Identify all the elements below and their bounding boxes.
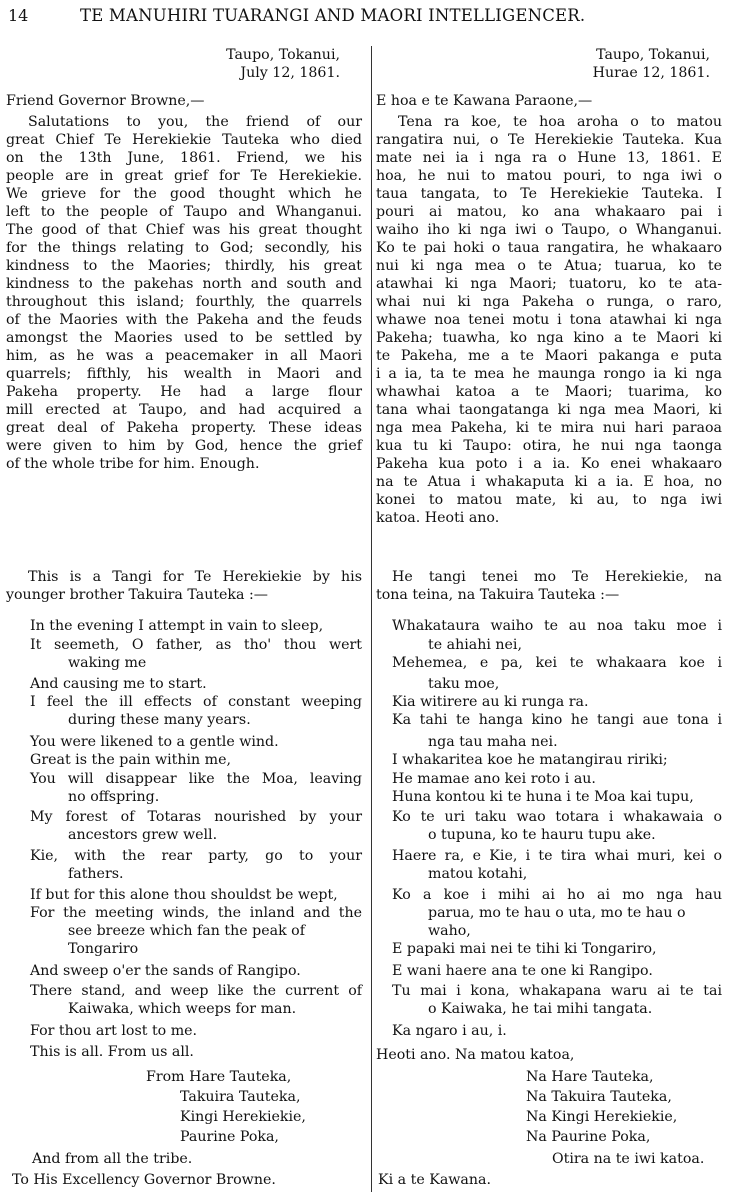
poem-line: Haere ra, e Kie, i te tira whai muri, kei o bbox=[392, 848, 722, 864]
salutation: E hoa e te Kawana Paraone,— bbox=[376, 93, 593, 109]
letter-line: throughout this island; fourthly, the quarrels bbox=[6, 294, 362, 310]
closing-line: Heoti ano. Na matou katoa, bbox=[376, 1047, 575, 1063]
tribe-line: And from all the tribe. bbox=[32, 1151, 193, 1167]
letter-line: hoa, he nui to matou pouri, to nga iwi o bbox=[376, 168, 722, 184]
letter-line: on the 13th June, 1861. Friend, we his bbox=[6, 150, 362, 166]
poem-line: This is all. From us all. bbox=[30, 1044, 194, 1060]
poem-line: Ka ngaro i au, i. bbox=[392, 1023, 507, 1039]
poem-line: ancestors grew well. bbox=[68, 827, 218, 843]
letter-line: taua tangata, to Te Herekiekie Tauteka. I bbox=[376, 186, 722, 202]
letter-line: tana whai taongatanga ki nga mea Maori, ki bbox=[376, 402, 722, 418]
letter-line: nui ki nga mea o te Atua; tuarua, ko te bbox=[376, 258, 722, 274]
letter-line: whai nui ki nga Pakeha o runga, o raro, bbox=[376, 294, 722, 310]
letter-line: pouri ai matou, ko ana whakaaro pai i bbox=[376, 204, 722, 220]
addressee-line: To His Excellency Governor Browne. bbox=[12, 1172, 276, 1188]
letter-line: of the whole tribe for him. Enough. bbox=[6, 456, 260, 472]
signature-line: Na Paurine Poka, bbox=[526, 1129, 651, 1145]
page-header bbox=[0, 4, 748, 30]
column-divider bbox=[371, 46, 372, 1192]
poem-line: during these many years. bbox=[68, 712, 251, 728]
poem-line: Ka tahi te hanga kino he tangi aue tona i bbox=[392, 712, 722, 728]
letter-line: kua tu ki Taupo: otira, he nui nga taonga bbox=[376, 438, 722, 454]
tribe-line: Otira na te iwi katoa. bbox=[552, 1151, 705, 1167]
poem-intro-line: younger brother Takuira Tauteka :— bbox=[6, 587, 268, 603]
poem-line: My forest of Totaras nourished by your bbox=[30, 809, 362, 825]
poem-line: In the evening I attempt in vain to sleep, bbox=[30, 618, 324, 634]
poem-line: Whakataura waiho te au noa taku moe i bbox=[392, 618, 722, 634]
poem-line: te ahiahi nei, bbox=[428, 637, 522, 653]
poem-line: E wani haere ana te one ki Rangipo. bbox=[392, 963, 653, 979]
letter-line: mill erected at Taupo, and had acquired a bbox=[6, 402, 362, 418]
poem-line: Tu mai i kona, whakapana waru ai te tai bbox=[392, 983, 722, 999]
letter-line: atawhai ki nga Maori; tuatoru, ko te ata- bbox=[376, 276, 722, 292]
poem-line: Kaiwaka, which weeps for man. bbox=[68, 1001, 297, 1017]
poem-line: o Kaiwaka, he tai mihi tangata. bbox=[428, 1001, 653, 1017]
page-number: 14 bbox=[8, 6, 29, 25]
letter-line: Tena ra koe, te hoa aroha o to matou bbox=[398, 114, 722, 130]
poem-intro-line: tona teina, na Takuira Tauteka :— bbox=[376, 587, 620, 603]
letter-line: Pakeha property. He had a large flour bbox=[6, 384, 362, 400]
poem-line: And sweep o'er the sands of Rangipo. bbox=[30, 963, 301, 979]
letter-line: na te Atua i whakaputa ki a ia. E hoa, no bbox=[376, 474, 722, 490]
poem-line: fathers. bbox=[68, 866, 124, 882]
letter-line: whawe noa tenei motu i tona atawhai ki nga bbox=[376, 312, 722, 328]
letter-line: for the things relating to God; secondly, his bbox=[6, 240, 362, 256]
dateline-date: Hurae 12, 1861. bbox=[592, 65, 710, 81]
poem-line: o tupuna, ko te hauru tupu ake. bbox=[428, 827, 656, 843]
letter-line: Pakeha; tuawha, ko nga kino a te Maori ki bbox=[376, 330, 722, 346]
dateline-place: Taupo, Tokanui, bbox=[596, 47, 710, 63]
signature-line: Paurine Poka, bbox=[180, 1129, 279, 1145]
poem-line: no offspring. bbox=[68, 789, 160, 805]
poem-line: Ko a koe i mihi ai ho ai mo nga hau bbox=[392, 887, 722, 903]
salutation: Friend Governor Browne,— bbox=[6, 93, 205, 109]
letter-line: great Chief Te Herekiekie Tauteka who died bbox=[6, 132, 362, 148]
poem-line: Tongariro bbox=[68, 941, 139, 957]
letter-line: Salutations to you, the friend of our bbox=[28, 114, 362, 130]
poem-line: And causing me to start. bbox=[30, 676, 207, 692]
letter-line: The good of that Chief was his great thought bbox=[6, 222, 362, 238]
addressee-line: Ki a te Kawana. bbox=[378, 1172, 491, 1188]
letter-line: mate nei ia i nga ra o Hune 13, 1861. E bbox=[376, 150, 722, 166]
poem-line: It seemeth, O father, as tho' thou wert bbox=[30, 637, 362, 653]
letter-line: great deal of Pakeha property. These ideas bbox=[6, 420, 362, 436]
poem-line: parua, mo te hau o uta, mo te hau o bbox=[428, 905, 686, 921]
letter-line: konei to matou mate, ki au, to nga iwi bbox=[376, 492, 722, 508]
poem-line: He mamae ano kei roto i au. bbox=[392, 771, 596, 787]
poem-line: For thou art lost to me. bbox=[30, 1023, 198, 1039]
dateline-place: Taupo, Tokanui, bbox=[226, 47, 340, 63]
signature-line: Na Hare Tauteka, bbox=[526, 1069, 654, 1085]
poem-intro-line: This is a Tangi for Te Herekiekie by his bbox=[28, 569, 362, 585]
newspaper-title: TE MANUHIRI TUARANGI AND MAORI INTELLIGENCER. bbox=[80, 6, 586, 25]
poem-line: There stand, and weep like the current of bbox=[30, 983, 362, 999]
letter-line: left to the people of Taupo and Whanganui. bbox=[6, 204, 362, 220]
letter-line: Pakeha kua poto i a ia. Ko enei whakaaro bbox=[376, 456, 722, 472]
letter-line: of the Maories with the Pakeha and the feuds bbox=[6, 312, 362, 328]
poem-line: Ko te uri taku wao totara i whakawaia o bbox=[392, 809, 722, 825]
poem-line: see breeze which fan the peak of bbox=[68, 923, 305, 939]
letter-line: rangatira nui, o Te Herekiekie Tauteka. Kua bbox=[376, 132, 722, 148]
letter-line: i a ia, ta te mea he maunga rongo ia ki nga bbox=[376, 366, 722, 382]
dateline-date: July 12, 1861. bbox=[240, 65, 340, 81]
letter-line: waiho iho ki nga iwi o Taupo, o Whanganui. bbox=[376, 222, 722, 238]
letter-line: amongst the Maories used to be settled by bbox=[6, 330, 362, 346]
poem-line: Mehemea, e pa, kei te whakaara koe i bbox=[392, 655, 722, 671]
poem-line: You were likened to a gentle wind. bbox=[30, 734, 279, 750]
signature-line: Kingi Herekiekie, bbox=[180, 1109, 306, 1125]
poem-line: nga tau maha nei. bbox=[428, 734, 558, 750]
signature-line: Na Kingi Herekiekie, bbox=[526, 1109, 678, 1125]
poem-line: I feel the ill effects of constant weeping bbox=[30, 694, 362, 710]
letter-line: kindness to the pakehas north and south and bbox=[6, 276, 362, 292]
letter-line: nga mea Pakeha, ki te mira nui hari paraoa bbox=[376, 420, 722, 436]
signature-line: From Hare Tauteka, bbox=[146, 1069, 292, 1085]
letter-line: Ko te pai hoki o taua rangatira, he whakaaro bbox=[376, 240, 722, 256]
poem-line: Great is the pain within me, bbox=[30, 752, 232, 768]
poem-line: I whakaritea koe he matangirau ririki; bbox=[392, 752, 668, 768]
poem-line: waho, bbox=[428, 923, 471, 939]
letter-line: him, as he was a peacemaker in all Maori bbox=[6, 348, 362, 364]
letter-line: We grieve for the good thought which he bbox=[6, 186, 362, 202]
poem-line: If but for this alone thou shouldst be wept, bbox=[30, 887, 338, 903]
signature-line: Takuira Tauteka, bbox=[180, 1089, 301, 1105]
letter-line: quarrels; fifthly, his wealth in Maori and bbox=[6, 366, 362, 382]
letter-line: kindness to the Maories; thirdly, his great bbox=[6, 258, 362, 274]
letter-line: katoa. Heoti ano. bbox=[376, 510, 500, 526]
poem-line: Kia witirere au ki runga ra. bbox=[392, 694, 589, 710]
signature-line: Na Takuira Tauteka, bbox=[526, 1089, 672, 1105]
poem-line: matou kotahi, bbox=[428, 866, 528, 882]
poem-line: taku moe, bbox=[428, 676, 500, 692]
letter-line: were given to him by God, hence the grief bbox=[6, 438, 362, 454]
poem-line: E papaki mai nei te tihi ki Tongariro, bbox=[392, 941, 657, 957]
letter-line: te Pakeha, me a te Maori pakanga e puta bbox=[376, 348, 722, 364]
poem-intro-line: He tangi tenei mo Te Herekiekie, na bbox=[392, 569, 722, 585]
letter-line: whawhai katoa a te Maori; tuarima, ko bbox=[376, 384, 722, 400]
letter-line: people are in great grief for Te Herekiekie. bbox=[6, 168, 362, 184]
poem-line: waking me bbox=[68, 655, 147, 671]
poem-line: You will disappear like the Moa, leaving bbox=[30, 771, 362, 787]
poem-line: Kie, with the rear party, go to your bbox=[30, 848, 362, 864]
poem-line: For the meeting winds, the inland and the bbox=[30, 905, 362, 921]
poem-line: Huna kontou ki te huna i te Moa kai tupu, bbox=[392, 789, 694, 805]
